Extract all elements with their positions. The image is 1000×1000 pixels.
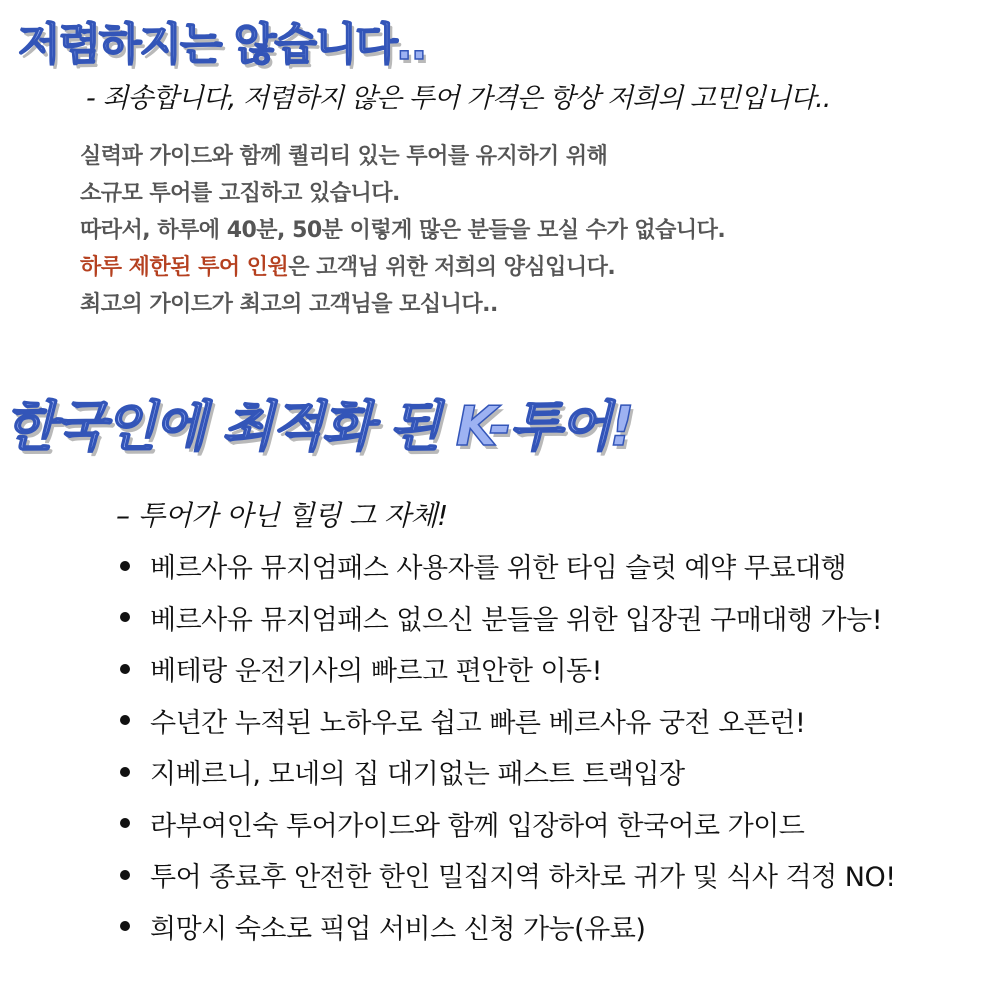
- list-item-text: 희망시 숙소로 픽업 서비스 신청 가능(유료): [150, 913, 646, 945]
- section2-lead: – 투어가 아닌 힐링 그 자체!: [116, 499, 448, 532]
- list-item: [120, 849, 896, 901]
- bullet-icon: [120, 715, 130, 725]
- list-item: [120, 540, 896, 592]
- highlight-text: 하루 제한된 투어 인원: [80, 255, 289, 280]
- list-item-text: 베르사유 뮤지엄패스 없으신 분들을 위한 입장권 구매대행 가능!: [150, 604, 883, 636]
- bullet-icon: [120, 818, 130, 828]
- bullet-icon: [120, 921, 130, 931]
- list-item: [120, 695, 896, 747]
- section2-heading: 한국인에 최적화 된 K-투어!: [4, 395, 633, 458]
- list-item: [120, 643, 896, 695]
- paragraph-line: 실력파 가이드와 함께 퀄리티 있는 투어를 유지하기 위해: [80, 144, 608, 169]
- list-item-text: 지베르니, 모네의 집 대기없는 패스트 트랙입장: [150, 759, 685, 791]
- list-item-text: 수년간 누적된 노하우로 쉽고 빠른 베르사유 궁전 오픈런!: [150, 707, 806, 739]
- list-item: [120, 746, 896, 798]
- paragraph-line: 최고의 가이드가 최고의 고객님을 모십니다..: [80, 292, 498, 317]
- list-item-text: 베테랑 운전기사의 빠르고 편안한 이동!: [150, 656, 602, 688]
- paragraph-line-highlighted: [80, 249, 900, 286]
- list-item-text: 라부여인숙 투어가이드와 함께 입장하여 한국어로 가이드: [150, 810, 805, 842]
- list-item-text: 베르사유 뮤지엄패스 사용자를 위한 타임 슬럿 예약 무료대행: [150, 553, 847, 585]
- bullet-icon: [120, 612, 130, 622]
- section1-heading: 저렴하지는 않습니다..: [18, 19, 426, 70]
- section1-subtitle: - 죄송합니다, 저렴하지 않은 투어 가격은 항상 저희의 고민입니다..: [86, 83, 831, 114]
- paragraph-line: 소규모 투어를 고집하고 있습니다.: [80, 181, 400, 206]
- feature-list: [120, 540, 896, 952]
- paragraph-line-rest: 은 고객님 위한 저희의 양심입니다.: [288, 255, 616, 280]
- bullet-icon: [120, 561, 130, 571]
- list-item: [120, 901, 896, 953]
- list-item: [120, 798, 896, 850]
- bullet-icon: [120, 664, 130, 674]
- paragraph-line: 따라서, 하루에 40분, 50분 이렇게 많은 분들을 모실 수가 없습니다.: [80, 218, 726, 243]
- bullet-icon: [120, 767, 130, 777]
- bullet-icon: [120, 870, 130, 880]
- list-item: [120, 592, 896, 644]
- list-item-text: 투어 종료후 안전한 한인 밀집지역 하차로 귀가 및 식사 걱정 NO!: [150, 862, 896, 894]
- section1-paragraph: [80, 138, 900, 323]
